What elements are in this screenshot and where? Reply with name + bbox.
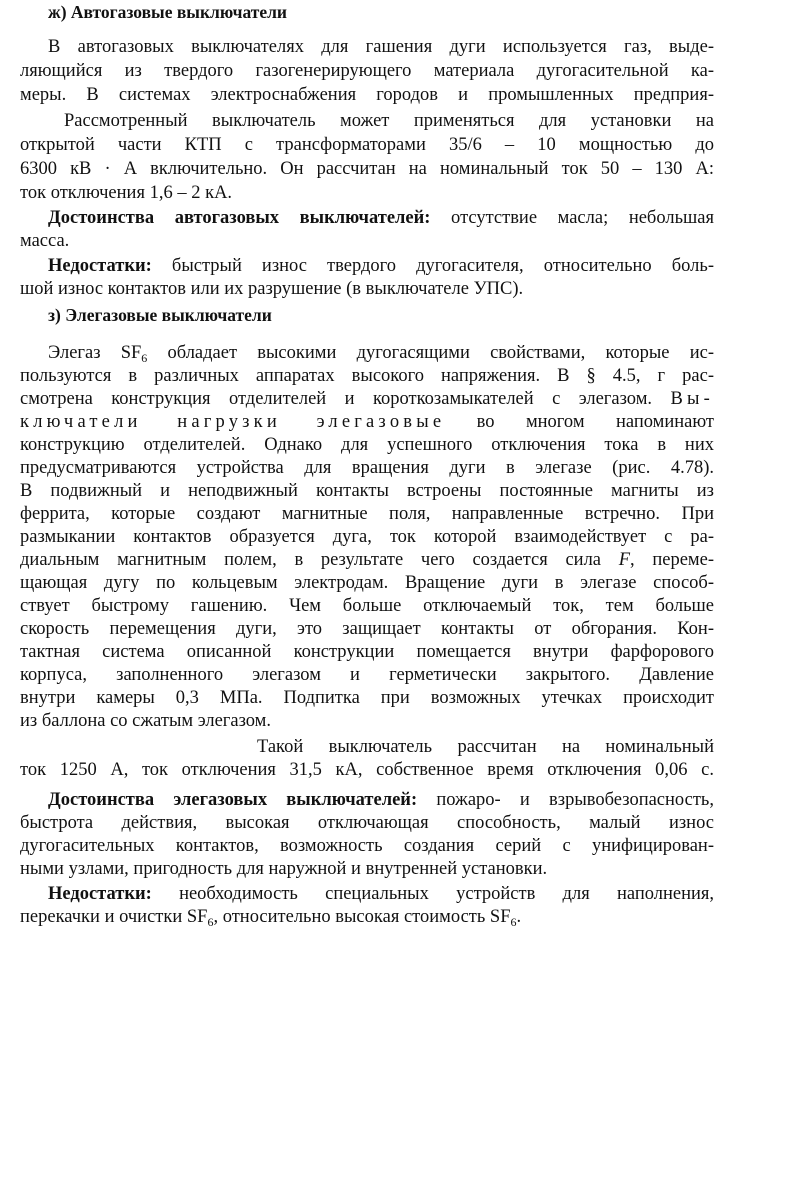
disadvantages-line — [48, 254, 714, 278]
text-line — [20, 410, 714, 434]
text-fragment: смотрена конструкция отделителей и короткозамыкателей с элегазом. — [20, 389, 653, 409]
text-line: масса. — [20, 231, 70, 251]
text-line: быстрота действия, высокая отключающая способность, малый износ — [20, 813, 714, 833]
advantages-text: пожаро- и взрывобезопасность, — [417, 790, 714, 810]
text-line: 6300 кВ · А включительно. Он рассчитан на номинальный ток 50 – 130 А: — [20, 159, 714, 179]
advantages-line — [48, 206, 714, 230]
text-fragment: . — [516, 907, 522, 927]
text-line — [20, 905, 714, 929]
text-line: Рассмотренный выключатель может применяться для установки на — [64, 111, 714, 131]
disadvantages-label: Недостатки: — [48, 256, 152, 276]
section-heading-z: з) Элегазовые выключатели — [48, 305, 272, 325]
text-line: В подвижный и неподвижный контакты встроены постоянные магниты из — [20, 481, 714, 501]
text-line: внутри камеры 0,3 МПа. Подпитка при возможных утечках происходит — [20, 688, 714, 708]
text-line — [48, 341, 714, 365]
text-line: шой износ контактов или их разрушение (в выключателе УПС). — [20, 279, 524, 299]
text-fragment: , переме- — [630, 550, 714, 570]
text-line: корпуса, заполненного элегазом и герметически закрытого. Давление — [20, 665, 714, 685]
text-line: ток отключения 1,6 – 2 кА. — [20, 183, 233, 203]
text-line: ствует быстрому гашению. Чем больше отключаемый ток, тем больше — [20, 596, 714, 616]
text-line: ными узлами, пригодность для наружной и внутренней установки. — [20, 859, 548, 879]
advantages-line — [48, 788, 714, 812]
text-line: ляющийся из твердого газогенерирующего материала дугогасительной ка- — [20, 61, 714, 81]
section-heading-g: ж) Автогазовые выключатели — [48, 2, 288, 22]
text-line: щающая дугу по кольцевым электродам. Вращение дуги в элегазе способ- — [20, 573, 714, 593]
text-fragment: Вы- — [670, 389, 715, 409]
advantages-label: Достоинства элегазовых выключателей: — [48, 790, 418, 810]
variable-f: F — [618, 550, 631, 570]
text-line: дугогасительных контактов, возможность создания серий с унифицирован- — [20, 836, 714, 856]
advantages-label: Достоинства автогазовых выключателей: — [48, 208, 431, 228]
subscript: 6 — [141, 351, 148, 365]
text-fragment: диальным магнитным полем, в результате чего создается сила — [20, 550, 619, 570]
text-line: тактная система описанной конструкции помещается внутри фарфорового — [20, 642, 714, 662]
text-line: из баллона со сжатым элегазом. — [20, 711, 272, 731]
text-line: скорость перемещения дуги, это защищает контакты от обгорания. Кон- — [20, 619, 714, 639]
text-line: пользуются в различных аппаратах высокого напряжения. В § 4.5, г рас- — [20, 366, 714, 386]
text-fragment: Элегаз SF — [48, 343, 142, 363]
text-line — [20, 548, 714, 572]
text-line — [20, 387, 714, 411]
spaced-text: ключатели нагрузки элегазовые — [20, 412, 446, 432]
text-line: феррита, которые создают магнитные поля, направленные встречно. При — [20, 504, 714, 524]
disadvantages-text: необходимость специальных устройств для наполнения, — [151, 884, 714, 904]
text-line: меры. В системах электроснабжения городов и промышленных предприя- — [20, 85, 714, 105]
text-line: открытой части КТП с трансформаторами 35/6 – 10 мощностью до — [20, 135, 714, 155]
text-line: Такой выключатель рассчитан на номинальный — [257, 737, 714, 757]
text-fragment: во многом напоминают — [445, 412, 714, 432]
text-line: В автогазовых выключателях для гашения дуги используется газ, выде- — [48, 37, 714, 57]
text-fragment: обладает высокими дугогасящими свойствами, которые ис- — [147, 343, 714, 363]
text-line: предусматриваются устройства для вращения дуги в элегазе (рис. 4.78). — [20, 458, 714, 478]
text-line: конструкцию отделителей. Однако для успешного отключения тока в них — [20, 435, 714, 455]
subscript: 6 — [510, 915, 517, 929]
disadvantages-line — [48, 882, 714, 906]
disadvantages-label: Недостатки: — [48, 884, 152, 904]
text-fragment: , относительно высокая стоимость SF — [213, 907, 511, 927]
text-fragment: перекачки и очистки SF — [20, 907, 208, 927]
subscript: 6 — [207, 915, 214, 929]
text-line: ток 1250 А, ток отключения 31,5 кА, собственное время отключения 0,06 с. — [20, 760, 714, 780]
disadvantages-text: быстрый износ твердого дугогасителя, относительно боль- — [151, 256, 714, 276]
text-line: размыкании контактов образуется дуга, ток которой взаимодействует с ра- — [20, 527, 714, 547]
advantages-text: отсутствие масла; небольшая — [430, 208, 714, 228]
